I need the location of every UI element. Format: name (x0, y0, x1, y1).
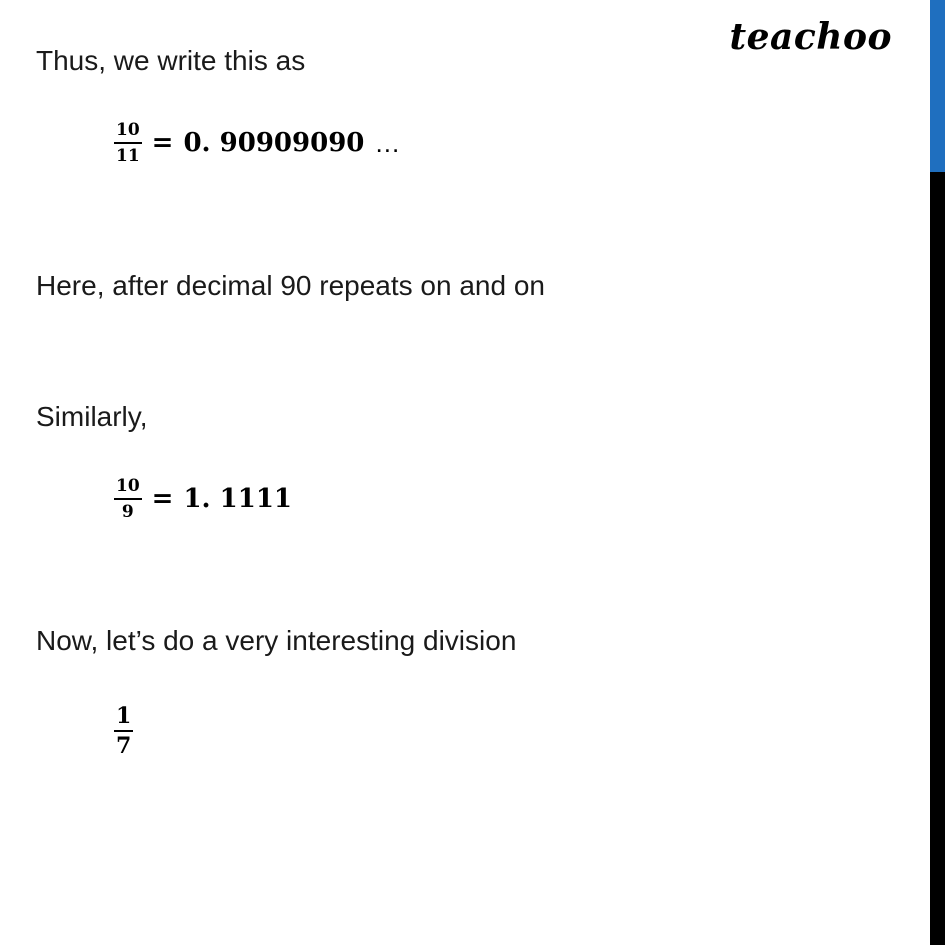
denominator: 9 (121, 502, 134, 522)
equals-sign: = (151, 128, 174, 158)
similarly-text: Similarly, (36, 401, 148, 432)
interesting-division-text: Now, let’s do a very interesting division (36, 625, 517, 656)
fraction-10-over-11 (114, 120, 142, 166)
denominator: 11 (116, 146, 140, 166)
teachoo-logo: teachoo (729, 16, 892, 58)
denominator: 7 (116, 733, 132, 759)
right-sidebar-bar (930, 0, 945, 945)
numerator: 10 (114, 476, 142, 500)
decimal-value: 1. 1111 (183, 484, 293, 514)
equation-10-over-11 (114, 120, 400, 166)
numerator: 1 (114, 704, 133, 732)
decimal-value: 0. 90909090 (183, 128, 365, 158)
numerator: 10 (114, 120, 142, 144)
fraction-10-over-9 (114, 476, 142, 522)
equation-1-over-7 (114, 704, 133, 758)
ellipsis: … (374, 127, 401, 158)
equation-10-over-9 (114, 476, 292, 522)
repeat-note-text: Here, after decimal 90 repeats on and on (36, 270, 545, 301)
sidebar-accent (930, 0, 945, 172)
fraction-1-over-7 (114, 704, 133, 758)
equals-sign: = (151, 484, 174, 514)
intro-text: Thus, we write this as (36, 45, 306, 76)
